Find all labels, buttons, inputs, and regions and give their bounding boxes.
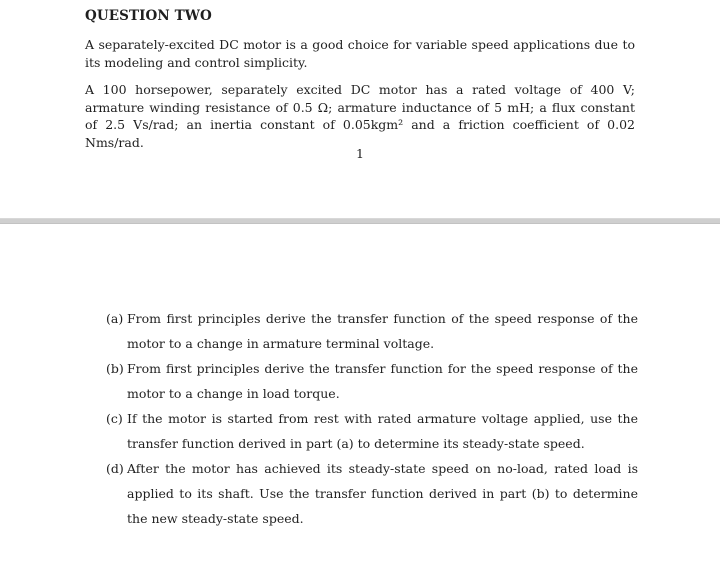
part-text: After the motor has achieved its steady-state speed on no-load, rated load is applied to its shaft. Use the transfer function derived in part (b) to determine the new steady-state speed. <box>127 461 638 526</box>
intro-paragraph: A separately-excited DC motor is a good choice for variable speed applications due to its modeling and control simplicity. <box>85 37 635 70</box>
motor-spec-paragraph: A 100 horsepower, separately excited DC motor has a rated voltage of 400 V; armature winding resistance of 0.5 Ω; armature inductance of 5 mH; a flux constant of 2.5 Vs/rad; an inertia constant of 0.05kgm² and a friction coefficient of 0.02 Nms/rad. <box>85 82 635 150</box>
question-title: QUESTION TWO <box>85 8 212 24</box>
page-divider <box>0 218 720 224</box>
question-parts-list <box>106 306 638 531</box>
question-part-a <box>106 306 638 356</box>
part-text: From first principles derive the transfer function of the speed response of the motor to a change in armature terminal voltage. <box>127 311 638 351</box>
question-part-c <box>106 406 638 456</box>
page-top-section <box>0 0 720 218</box>
part-text: From first principles derive the transfer function for the speed response of the motor to a change in load torque. <box>127 361 638 401</box>
part-label: (c) <box>106 411 123 426</box>
question-part-d <box>106 456 638 531</box>
page-number: 1 <box>356 146 364 161</box>
part-label: (b) <box>106 361 124 376</box>
part-label: (d) <box>106 461 124 476</box>
part-label: (a) <box>106 311 124 326</box>
part-text: If the motor is started from rest with rated armature voltage applied, use the transfer function derived in part (a) to determine its steady-state speed. <box>127 411 638 451</box>
question-part-b <box>106 356 638 406</box>
